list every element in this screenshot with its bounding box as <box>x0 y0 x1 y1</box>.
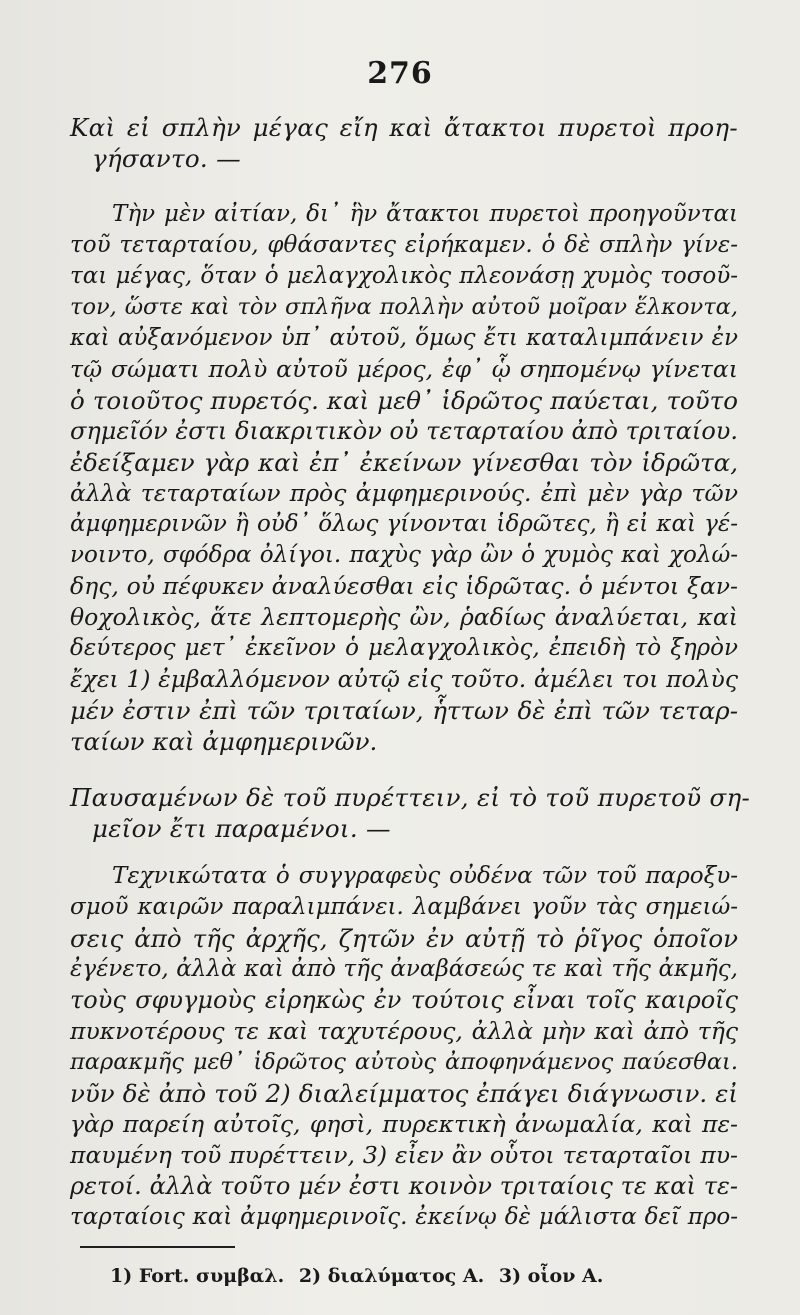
text-line: ἐδείξαμεν γὰρ καὶ ἐπ᾽ ἐκείνων γίνεσθαι τὸν ἱδρῶτα, <box>70 448 738 477</box>
text-line: Καὶ εἰ σπλὴν μέγας εἴη καὶ ἄτακτοι πυρετοὶ προη- <box>70 113 738 142</box>
text-line: ἔχει 1) ἐμβαλλόμενον αὐτῷ εἰς τοῦτο. ἀμέλει τοι πολὺς <box>70 665 738 693</box>
text-line: πυκνοτέρους τε καὶ ταχυτέρους, ἀλλὰ μὴν καὶ ἀπὸ τῆς <box>70 1017 738 1045</box>
text-line: γὰρ παρείη αὐτοῖς, φησὶ, πυρεκτικὴ ἀνωμαλία, καὶ πε- <box>70 1110 738 1138</box>
text-line: ἐγένετο, ἀλλὰ καὶ ἀπὸ τῆς ἀναβάσεώς τε καὶ τῆς ἀκμῆς, <box>70 956 738 982</box>
text-line: ται μέγας, ὅταν ὁ μελαγχολικὸς πλεονάσῃ χυμὸς τοσοῦ- <box>70 263 738 289</box>
text-line: ταίων καὶ ἀμφημερινῶν. <box>70 727 378 756</box>
text-line: θοχολικὸς, ἅτε λεπτομερὴς ὢν, ῥαδίως ἀναλύεται, καὶ <box>70 603 738 631</box>
footnote-2: 2) διαλύματος A. <box>298 1265 485 1287</box>
text-line: ἀλλὰ τεταρταίων πρὸς ἀμφημερινούς. ἐπὶ μὲν γὰρ τῶν <box>70 479 738 507</box>
text-line: γήσαντο. — <box>92 144 241 173</box>
lemma-heading-2 <box>70 782 751 844</box>
text-line: τῷ σώματι πολὺ αὐτοῦ μέρος, ἐφ᾽ ᾧ σηπομένῳ γίνεται <box>70 355 738 383</box>
text-line: παρακμῆς μεθ᾽ ἱδρῶτος αὐτοὺς ἀποφηνάμενος παύεσθαι. <box>70 1049 738 1075</box>
text-line: νῦν δὲ ἀπὸ τοῦ 2) διαλείμματος ἐπάγει διάγνωσιν. εἰ <box>70 1079 738 1108</box>
footnote-3: 3) οἷον A. <box>498 1265 604 1287</box>
text-line: τον, ὥστε καὶ τὸν σπλῆνα πολλὴν αὐτοῦ μοῖραν ἕλκοντα, <box>70 294 738 320</box>
text-line: Τὴν μὲν αἰτίαν, δι᾽ ἣν ἄτακτοι πυρετοὶ προηγοῦνται <box>112 201 738 227</box>
footnote-divider <box>80 1246 235 1248</box>
text-line: μέν ἐστιν ἐπὶ τῶν τριταίων, ἧττων δὲ ἐπὶ τῶν τεταρ- <box>70 696 738 725</box>
text-line: δης, οὐ πέφυκεν ἀναλύεσθαι εἰς ἱδρῶτας. ὁ μέντοι ξαν- <box>70 572 738 600</box>
commentary-paragraph-2 <box>70 861 738 1233</box>
text-line: ἀμφημερινῶν ἢ οὐδ᾽ ὅλως γίνονται ἱδρῶτες, ἢ εἰ καὶ γέ- <box>70 511 738 537</box>
text-line: σημεῖόν ἐστι διακριτικὸν οὐ τεταρταίου ἀπὸ τριταίου. <box>70 417 738 445</box>
footnote-1: 1) Fort. συμβαλ. <box>110 1265 285 1287</box>
text-line: τοῦ τεταρταίου, φθάσαντες εἰρήκαμεν. ὁ δὲ σπλὴν γίνε- <box>70 232 738 258</box>
text-line: μεῖον ἔτι παραμένοι. — <box>92 814 391 843</box>
lemma-heading-1 <box>70 112 738 174</box>
text-line: ταρταίοις καὶ ἀμφημερινοῖς. ἐκείνῳ δὲ μάλιστα δεῖ προ- <box>70 1204 738 1230</box>
page-number: 276 <box>367 56 433 91</box>
text-line: ρετοί. ἀλλὰ τοῦτο μέν ἐστι κοινὸν τριταίοις τε καὶ τε- <box>70 1172 738 1200</box>
text-line: παυμένη τοῦ πυρέττειν, 3) εἶεν ἂν οὗτοι τεταρταῖοι πυ- <box>70 1141 738 1169</box>
footnotes <box>110 1265 611 1287</box>
text-line: δεύτερος μετ᾽ ἐκεῖνον ὁ μελαγχολικὸς, ἐπειδὴ τὸ ξηρὸν <box>70 635 738 661</box>
text-line: Τεχνικώτατα ὁ συγγραφεὺς οὐδένα τῶν τοῦ παροξυ- <box>112 863 738 889</box>
text-line: νοιντο, σφόδρα ὀλίγοι. παχὺς γὰρ ὢν ὁ χυμὸς καὶ χολώ- <box>70 542 738 568</box>
text-line: ὁ τοιοῦτος πυρετός. καὶ μεθ᾽ ἱδρῶτος παύεται, τοῦτο <box>70 386 738 415</box>
text-line: καὶ αὐξανόμενον ὑπ᾽ αὐτοῦ, ὅμως ἔτι καταλιμπάνειν ἐν <box>70 325 738 351</box>
text-line: σμοῦ καιρῶν παραλιμπάνει. λαμβάνει γοῦν τὰς σημειώ- <box>70 894 738 920</box>
commentary-paragraph-1 <box>70 199 738 757</box>
text-line: σεις ἀπὸ τῆς ἀρχῆς, ζητῶν ἐν αὐτῇ τὸ ῥῖγος ὁποῖον <box>70 924 738 953</box>
text-line: τοὺς σφυγμοὺς εἰρηκὼς ἐν τούτοις εἶναι τοῖς καιροῖς <box>70 986 738 1014</box>
text-line: Παυσαμένων δὲ τοῦ πυρέττειν, εἰ τὸ τοῦ πυρετοῦ ση- <box>70 783 751 812</box>
